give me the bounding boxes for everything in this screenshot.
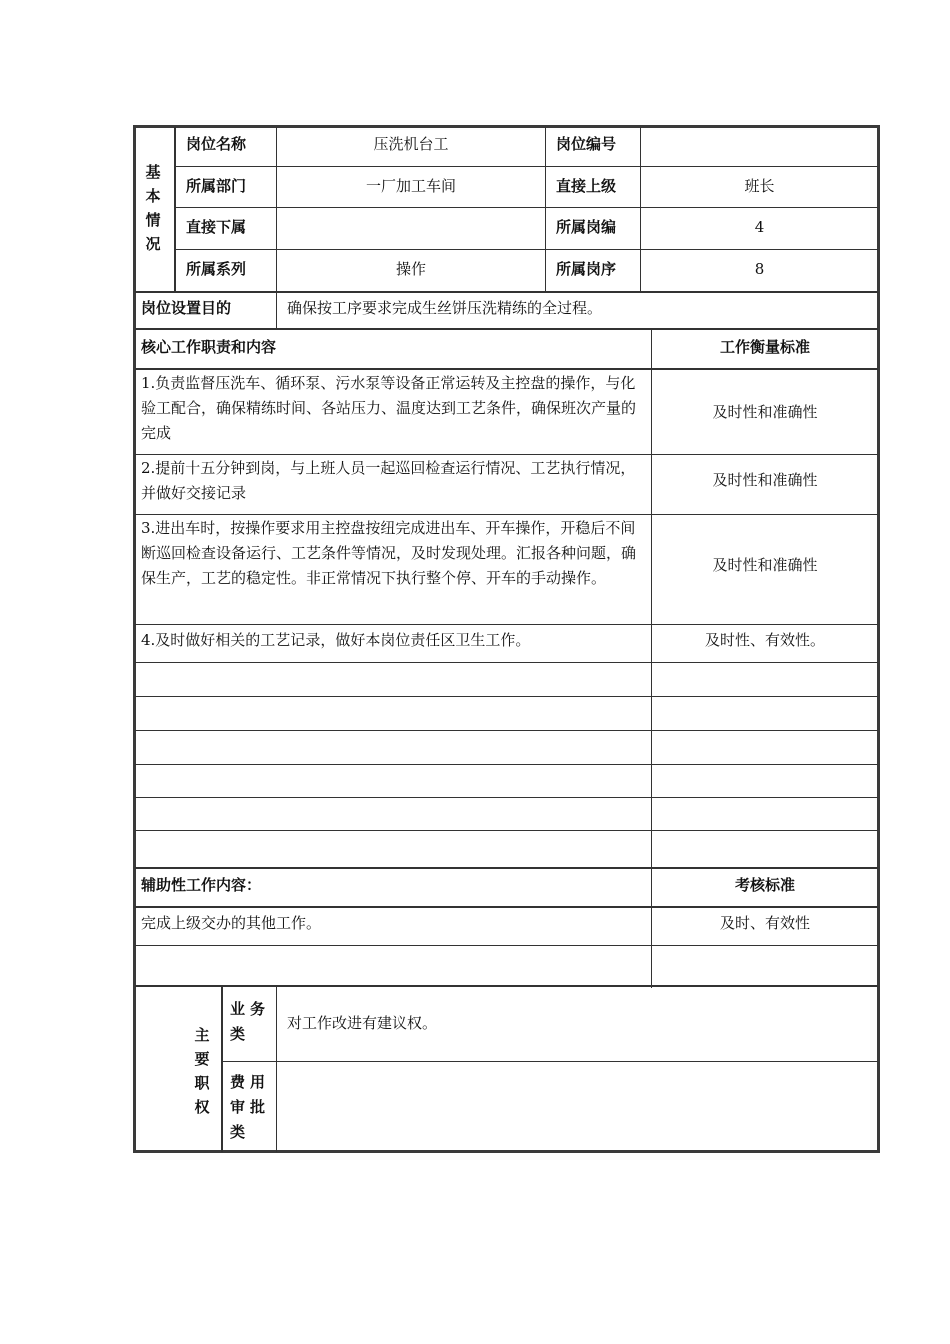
department-value: 一厂加工车间	[365, 177, 456, 195]
supervisor-label: 直接上级	[556, 177, 617, 195]
core-duty-item: 2.提前十五分钟到岗，与上班人员一起巡回检查运行情况、工艺执行情况，并做好交接记录	[141, 459, 636, 502]
row-divider	[135, 696, 878, 697]
authority-business-text: 对工作改进有建议权。	[287, 1014, 438, 1032]
row-divider	[135, 764, 878, 765]
row-divider	[135, 797, 878, 798]
core-duty-item: 3.进出车时，按操作要求用主控盘按纽完成进出车、开车操作，开稳后不间断巡回检查设备运行、工艺条件等情况，及时发现处理。汇报各种问题，确保生产，工艺的稳定性。非正常情况下执行整个停、开车的手动操作。	[141, 519, 637, 587]
core-duty-standard: 及时性和准确性	[712, 403, 818, 421]
job-series-label: 所属系列	[186, 260, 247, 278]
department-label: 所属部门	[186, 177, 247, 195]
purpose-label: 岗位设置目的	[141, 299, 232, 317]
headcount-label: 所属岗编	[556, 218, 617, 236]
row-divider	[135, 368, 878, 370]
row-divider	[135, 328, 878, 330]
column-divider	[276, 127, 277, 328]
row-divider	[135, 514, 878, 515]
row-divider	[135, 867, 878, 869]
row-divider	[135, 624, 878, 625]
row-divider	[135, 906, 878, 908]
supervisor-value: 班长	[744, 177, 775, 195]
column-divider	[221, 987, 223, 1152]
row-divider	[135, 730, 878, 731]
row-divider	[175, 166, 878, 167]
aux-duties-header: 辅助性工作内容：	[141, 876, 262, 894]
subordinate-label: 直接下属	[186, 218, 247, 236]
job-title-label: 岗位名称	[186, 135, 247, 153]
authority-section-label: 主要职权	[194, 1026, 210, 1116]
row-divider	[175, 207, 878, 208]
aux-standard-header: 考核标准	[734, 876, 795, 894]
job-title-value: 压洗机台工	[373, 135, 449, 153]
headcount-value: 4	[754, 218, 765, 236]
row-divider	[175, 249, 878, 250]
core-duty-item: 4.及时做好相关的工艺记录，做好本岗位责任区卫生工作。	[141, 631, 531, 649]
row-divider	[223, 1061, 878, 1062]
purpose-text: 确保按工序要求完成生丝饼压洗精练的全过程。	[287, 299, 603, 317]
row-divider	[135, 830, 878, 831]
job-series-value: 操作	[395, 260, 426, 278]
row-divider	[135, 945, 878, 946]
aux-duty-item: 完成上级交办的其他工作。	[141, 914, 322, 932]
job-order-label: 所属岗序	[556, 260, 617, 278]
job-order-value: 8	[754, 260, 765, 278]
basic-info-section-label: 基本情况	[145, 163, 161, 253]
core-duties-header: 核心工作职责和内容	[141, 338, 277, 356]
row-divider	[135, 985, 878, 987]
row-divider	[135, 454, 878, 455]
core-duty-standard: 及时性和准确性	[712, 556, 818, 574]
column-divider	[545, 127, 546, 291]
job-number-label: 岗位编号	[556, 135, 617, 153]
authority-business-label: 业务类	[230, 1000, 271, 1043]
column-divider	[276, 987, 277, 1152]
authority-expense-label: 费用审批类	[230, 1073, 271, 1141]
core-duty-item: 1.负责监督压洗车、循环泵、污水泵等设备正常运转及主控盘的操作，与化验工配合，确保精练时间、各站压力、温度达到工艺条件，确保班次产量的完成	[141, 374, 637, 442]
core-duty-standard: 及时性、有效性。	[704, 631, 825, 649]
row-divider	[135, 662, 878, 663]
aux-duty-standard: 及时、有效性	[719, 914, 810, 932]
core-standard-header: 工作衡量标准	[719, 338, 810, 356]
core-duty-standard: 及时性和准确性	[712, 471, 818, 489]
row-divider	[135, 291, 878, 293]
column-divider	[174, 127, 176, 291]
